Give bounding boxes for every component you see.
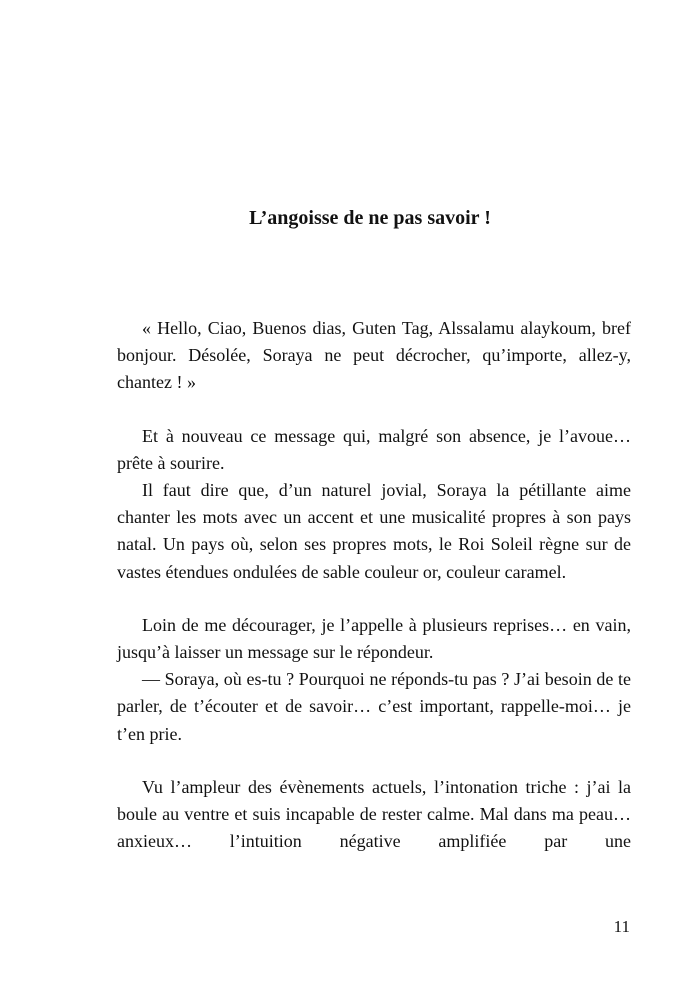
paragraph-dialogue: — Soraya, où es-tu ? Pourquoi ne réponds-tu pas ? J’ai besoin de te parler, de t’écouter et de savoir… c’est important, rappelle-moi… je t’en prie. — [117, 669, 631, 744]
paragraph-gap — [117, 586, 631, 612]
paragraph: Loin de me décourager, je l’appelle à plusieurs reprises… en vain, jusqu’à laisser un message sur le répondeur. — [117, 614, 631, 663]
paragraph: Et à nouveau ce message qui, malgré son absence, je l’avoue… prête à sourire. — [117, 425, 631, 473]
paragraph: Il faut dire que, d’un naturel jovial, Soraya la pétillante aime chanter les mots avec un accent et une musicalité propres à son pays natal. Un pays où, selon ses propres mots, le Roi Soleil règne sur de vastes étendues ondulées de sable couleur or, couleur caramel. — [117, 480, 631, 582]
paragraph-gap — [117, 748, 631, 774]
page-number: 11 — [613, 917, 630, 936]
body-text — [117, 315, 631, 855]
paragraph-gap — [117, 397, 631, 423]
paragraph: Vu l’ampleur des évènements actuels, l’intonation triche : j’ai la boule au ventre et suis incapable de rester calme. Mal dans ma peau… anxieux… l’intuition négative amplifiée par une — [117, 776, 631, 852]
chapter-title: L’angoisse de ne pas savoir ! — [249, 207, 491, 229]
paragraph-voicemail-greeting: « Hello, Ciao, Buenos dias, Guten Tag, Alssalamu alaykoum, bref bonjour. Désolée, Soraya ne peut décrocher, qu’importe, allez-y, chantez ! » — [117, 318, 631, 393]
